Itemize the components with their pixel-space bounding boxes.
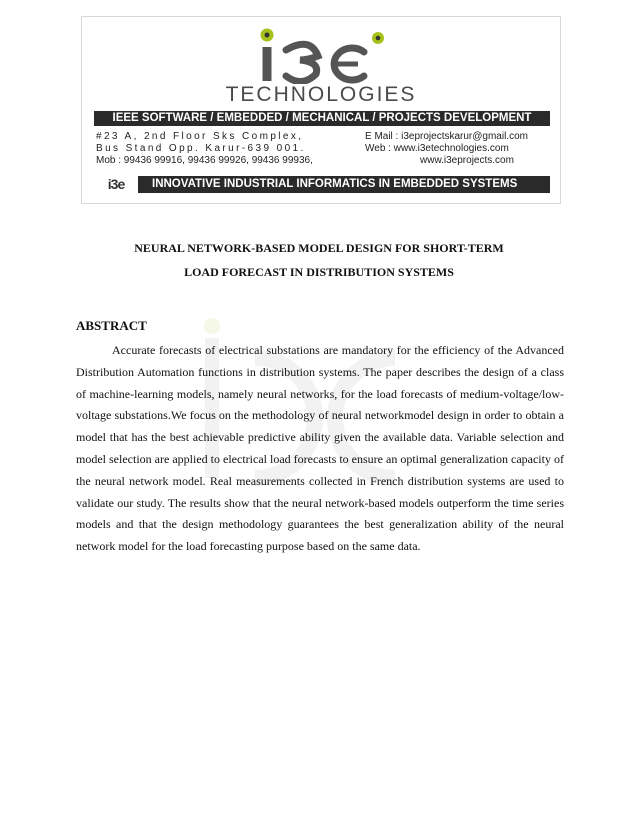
phone-line: Mob : 99436 99916, 99436 99926, 99436 99936, xyxy=(96,155,313,166)
address-line: #23 A, 2nd Floor Sks Complex, xyxy=(96,131,304,142)
title-line: LOAD FORECAST IN DISTRIBUTION SYSTEMS xyxy=(184,265,454,279)
tagline-bar xyxy=(94,176,550,193)
brand-subtitle: TECHNOLOGIES xyxy=(225,83,417,106)
address-line: Bus Stand Opp. Karur-639 001. xyxy=(96,143,306,154)
services-bar: IEEE SOFTWARE / EMBEDDED / MECHANICAL / PROJECTS DEVELOPMENT xyxy=(94,111,550,126)
paper-title xyxy=(0,236,638,284)
address-block xyxy=(96,131,313,167)
company-banner xyxy=(81,16,561,204)
i3e-logo-icon xyxy=(252,26,392,84)
mini-logo: i3e xyxy=(94,176,138,193)
web-line: www.i3eprojects.com xyxy=(420,155,514,166)
title-line: NEURAL NETWORK-BASED MODEL DESIGN FOR SHORT-TERM xyxy=(134,241,504,255)
web-line: Web : www.i3etechnologies.com xyxy=(365,143,509,154)
contact-block xyxy=(365,131,528,167)
abstract-body: Accurate forecasts of electrical substations are mandatory for the efficiency of the Advanced Distribution Automation functions in distribution systems. The paper describes the design of a class of machine-learning models, namely neural networks, for the load forecasts of medium-voltage/low-voltage substations.We focus on the methodology of neural networkmodel design in order to obtain a model that has the best achievable predictive ability given the available data. Variable selection and model selection are applied to electrical load forecasts to ensure an optimal generalization capacity of the neural network model. Real measurements collected in French distribution systems are used to validate our study. The results show that the neural network-based models outperform the time series models and that the design methodology guarantees the best generalization ability of the neural network model for the load forecasting purpose based on the same data. xyxy=(76,343,564,554)
tagline-text: INNOVATIVE INDUSTRIAL INFORMATICS IN EMBEDDED SYSTEMS xyxy=(152,178,518,190)
email-line: E Mail : i3eprojectskarur@gmail.com xyxy=(365,131,528,142)
abstract-heading: ABSTRACT xyxy=(76,318,147,333)
